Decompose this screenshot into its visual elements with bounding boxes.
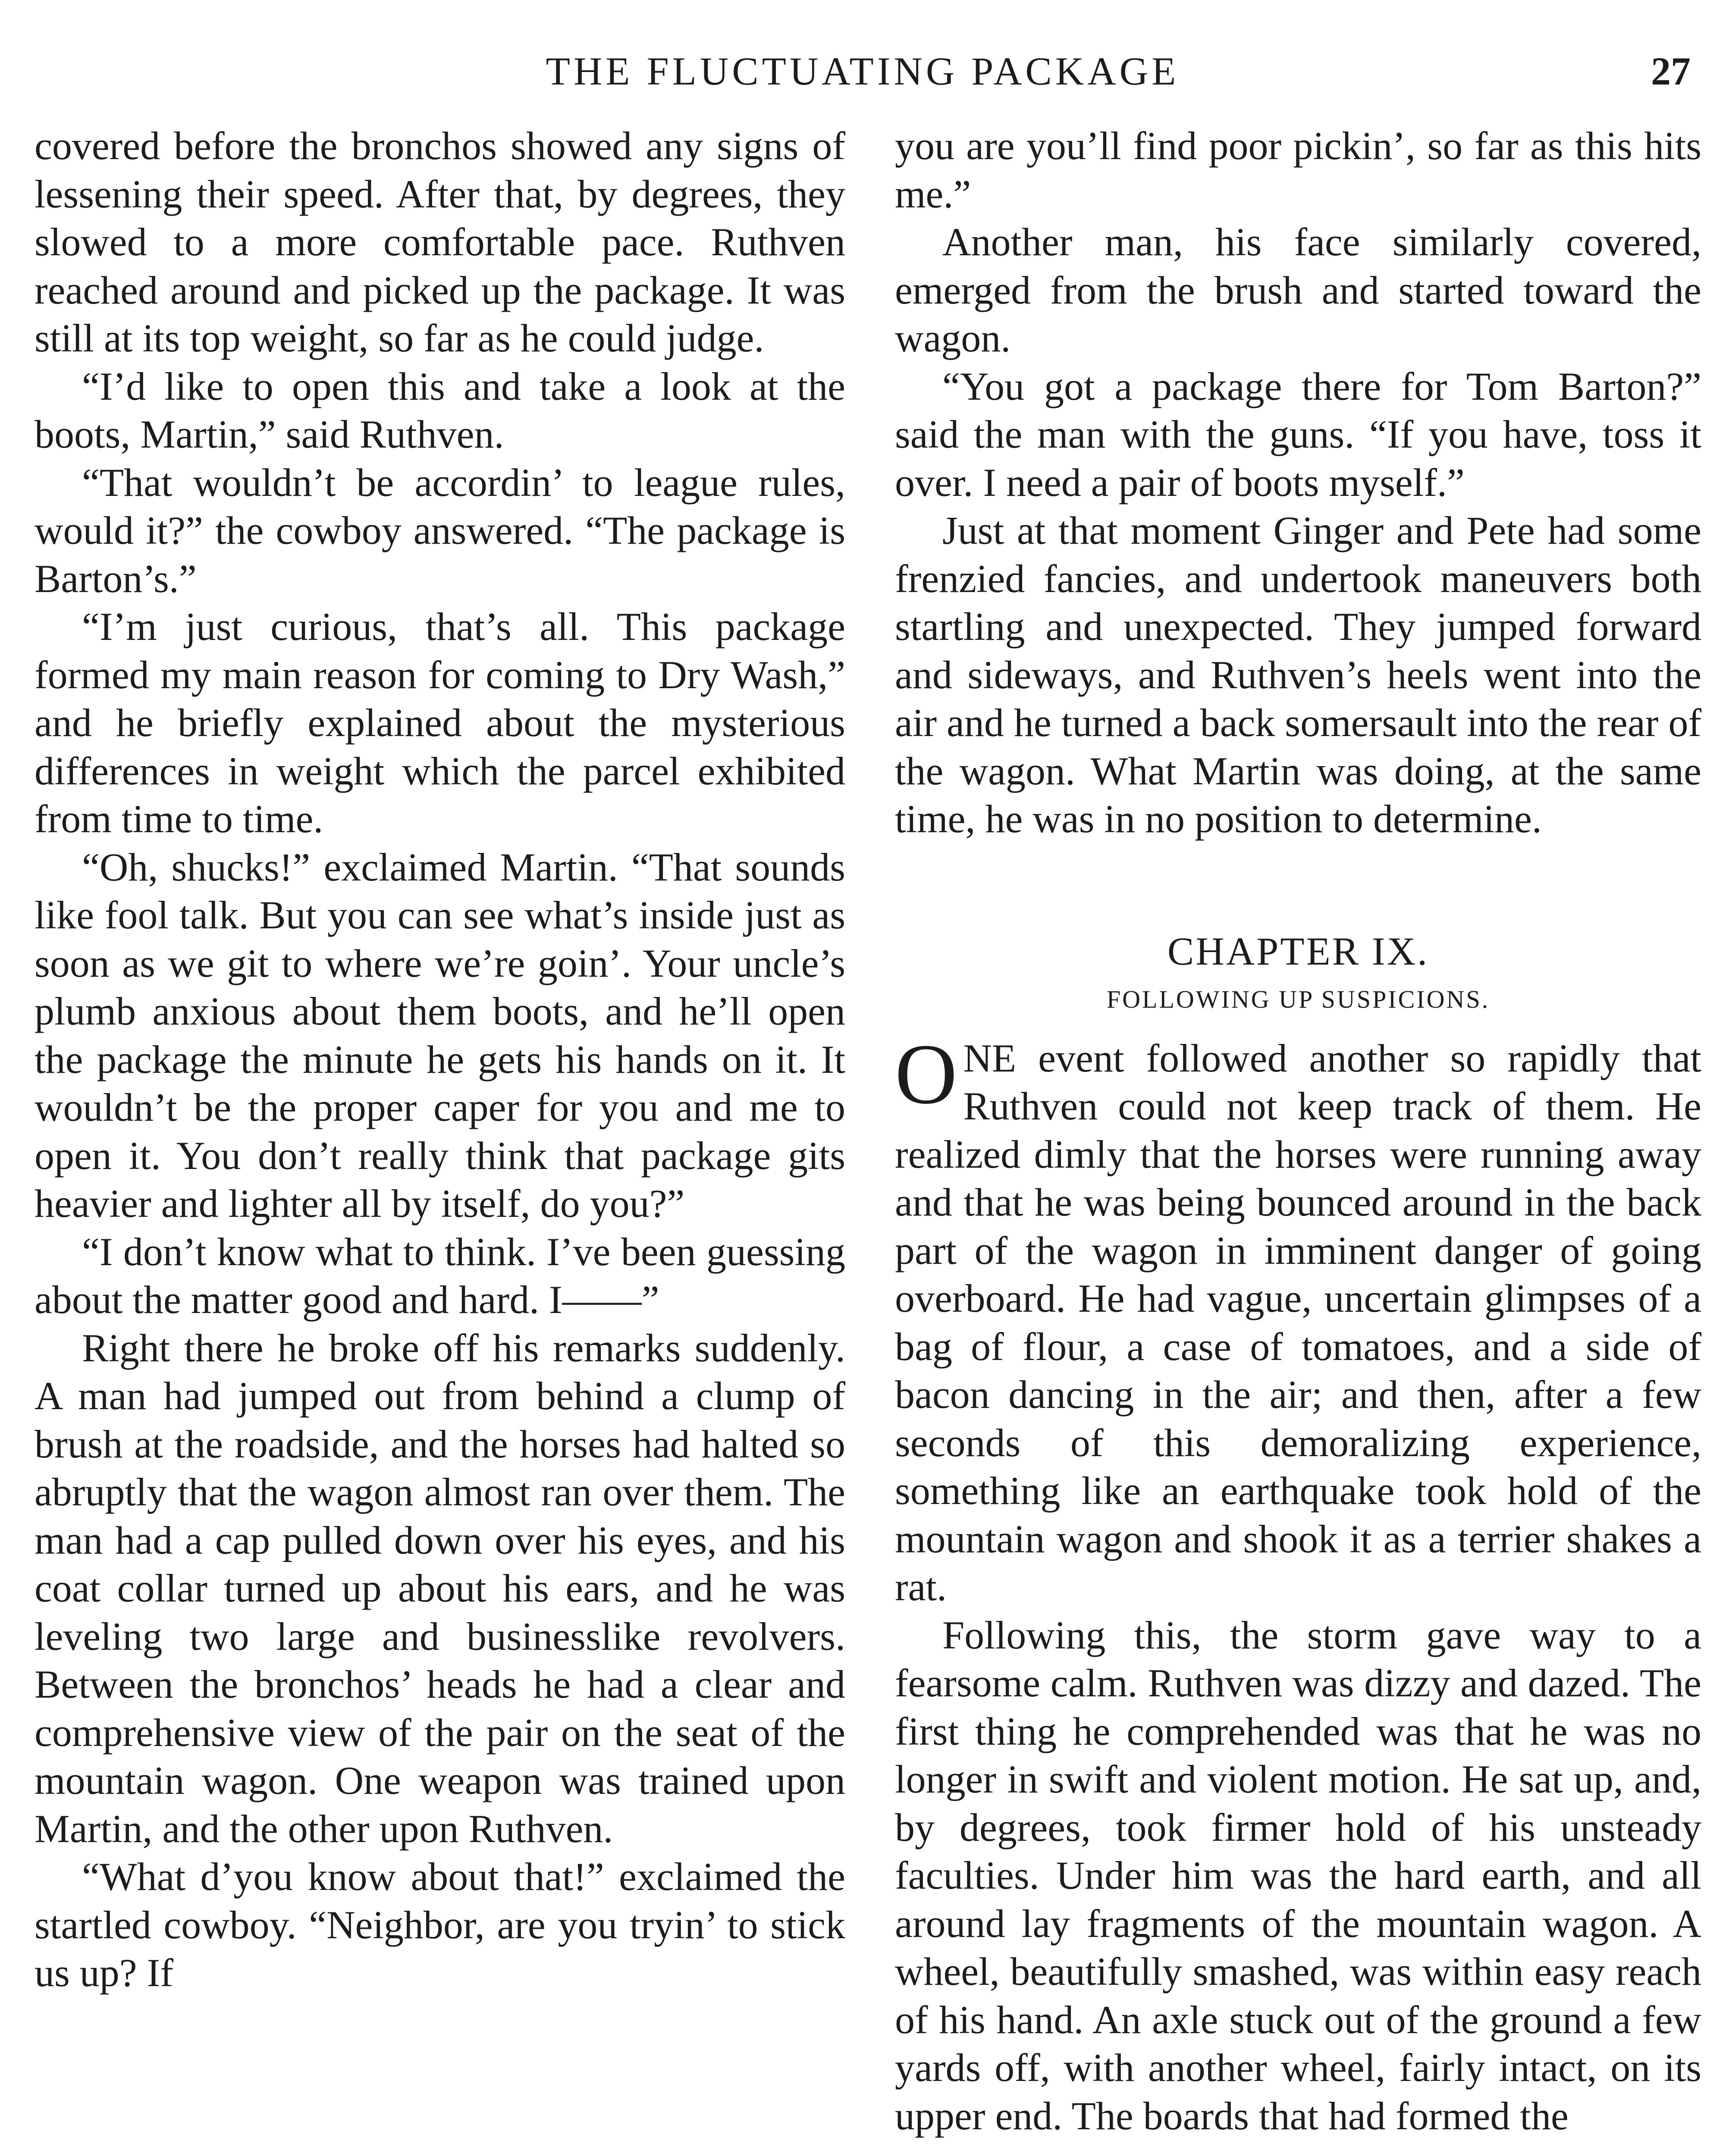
paragraph: “You got a package there for Tom Barton?” said the man with the guns. “If you have, toss it over. I need a pair of boots myself.” [895, 364, 1701, 505]
chapter-heading: CHAPTER IX. [1167, 929, 1429, 973]
running-head [35, 41, 1691, 101]
paragraph: “I’d like to open this and take a look at the boots, Martin,” said Ruthven. [35, 364, 845, 456]
paragraph: Right there he broke off his remarks suddenly. A man had jumped out from behind a clump of brush at the roadside, and the horses had halted so abruptly that the wagon almost ran over them. The man had a cap pulled down over his eyes, and his coat collar turned up about his ears, and he was leveling two large and businesslike revolvers. Between the bronchos’ heads he had a clear and comprehensive view of the pair on the seat of the mountain wagon. One weapon was trained upon Martin, and the other upon Ruthven. [35, 1326, 845, 1851]
paragraph: Following this, the storm gave way to a fearsome calm. Ruthven was dizzy and dazed. The first thing he comprehended was that he was no longer in swift and violent motion. He sat up, and, by degrees, took firmer hold of his unsteady faculties. Under him was the hard earth, and all around lay fragments of the mountain wagon. A wheel, beautifully smashed, was within easy reach of his hand. An axle stuck out of the ground a few yards off, with another wheel, fairly intact, on its upper end. The boards that had formed the [895, 1613, 1701, 2138]
paragraph: “I’m just curious, that’s all. This package formed my main reason for coming to Dry Wash,” and he briefly explained about the mysterious differences in weight which the parcel exhibited from time to time. [35, 605, 845, 841]
right-column [895, 122, 1701, 2140]
paragraph: “What d’you know about that!” exclaimed the startled cowboy. “Neighbor, are you tryin’ to stick us up? If [35, 1855, 845, 1995]
drop-cap: O [895, 1026, 957, 1122]
chapter-subtitle: FOLLOWING UP SUSPICIONS. [1106, 985, 1490, 1013]
paragraph: “I don’t know what to think. I’ve been guessing about the matter good and hard. I——” [35, 1229, 845, 1322]
paragraph: Another man, his face similarly covered, emerged from the brush and started toward the wagon. [895, 220, 1701, 360]
chapter-first-paragraph [895, 1026, 1701, 1611]
paragraph: “That wouldn’t be accordin’ to league rules, would it?” the cowboy answered. “The package is Barton’s.” [35, 460, 845, 601]
paragraph: you are you’ll find poor pickin’, so far as this hits me.” [895, 124, 1701, 216]
paragraph-text: NE event followed another so rapidly that Ruthven could not keep track of them. He realized dimly that the horses were running away and that he was being bounced around in the back part of the wagon in imminent danger of going overboard. He had vague, uncertain glimpses of a bag of flour, a case of tomatoes, and a side of bacon dancing in the air; and then, after a few seconds of this demoralizing experience, something like an earthquake took hold of the mountain wagon and shook it as a terrier shakes a rat. [895, 1036, 1701, 1609]
page-number: 27 [1651, 49, 1691, 93]
paragraph: “Oh, shucks!” exclaimed Martin. “That sounds like fool talk. But you can see what’s inside just as soon as we git to where we’re goin’. Your uncle’s plumb anxious about them boots, and he’ll open the package the minute he gets his hands on it. It wouldn’t be the proper caper for you and me to open it. You don’t really think that package gits heavier and lighter all by itself, do you?” [35, 845, 845, 1225]
paragraph: covered before the bronchos showed any signs of lessening their speed. After that, by degrees, they slowed to a more comfortable pace. Ruthven reached around and picked up the package. It was still at its top weight, so far as he could judge. [35, 124, 845, 360]
paragraph: Just at that moment Ginger and Pete had some frenzied fancies, and undertook maneuvers both startling and unexpected. They jumped forward and sideways, and Ruthven’s heels went into the air and he turned a back somersault into the rear of the wagon. What Martin was doing, at the same time, he was in no position to determine. [895, 508, 1701, 841]
running-title: THE FLUCTUATING PACKAGE [546, 49, 1180, 93]
left-column [35, 122, 845, 1997]
